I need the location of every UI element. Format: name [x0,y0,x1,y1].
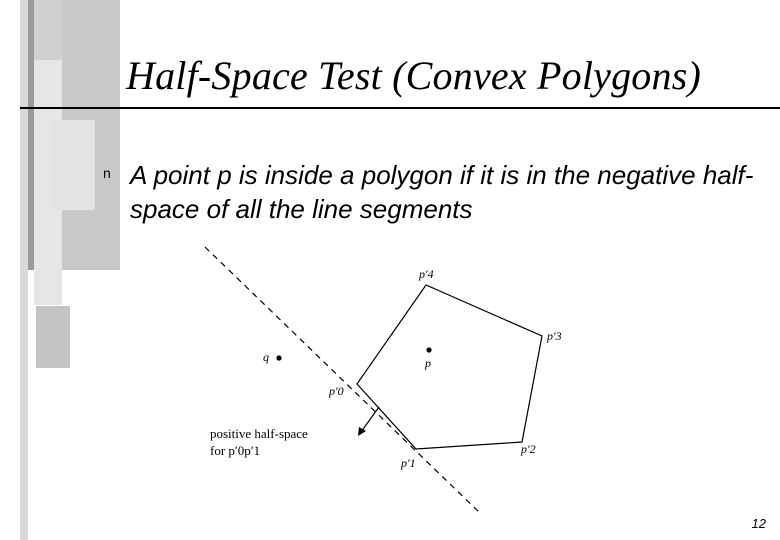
vertex-label-p0: p′0 [329,384,344,398]
title-divider [20,107,780,109]
point-q-dot [276,355,281,360]
half-space-figure [195,245,595,515]
vertex-label-p1: p′1 [401,456,416,470]
annotation-line-1: positive half-space [210,426,308,441]
page-number: 12 [751,516,766,531]
dashed-half-space-line [205,247,480,513]
slide-title: Half-Space Test (Convex Polygons) [126,53,701,98]
decorative-bar [34,0,62,60]
bullet-text: A point p is inside a polygon if it is in the negative half-space of all the line segments [130,160,754,224]
point-label-q: q [263,350,269,364]
vertex-label-p2: p′2 [521,442,536,456]
vertex-label-p3: p′3 [547,329,562,343]
annotation-line-2: for p′0p′1 [210,443,261,458]
point-p-dot [426,347,431,352]
square-bullet-icon: n [103,165,111,181]
decorative-bar [50,120,95,210]
decorative-bar [20,0,28,540]
decorative-bar [36,306,70,368]
positive-half-space-arrow [361,407,379,432]
convex-polygon [357,285,542,449]
arrow-head-icon [358,427,366,436]
vertex-label-p4: p′4 [419,267,434,281]
point-label-p: p [425,356,431,370]
